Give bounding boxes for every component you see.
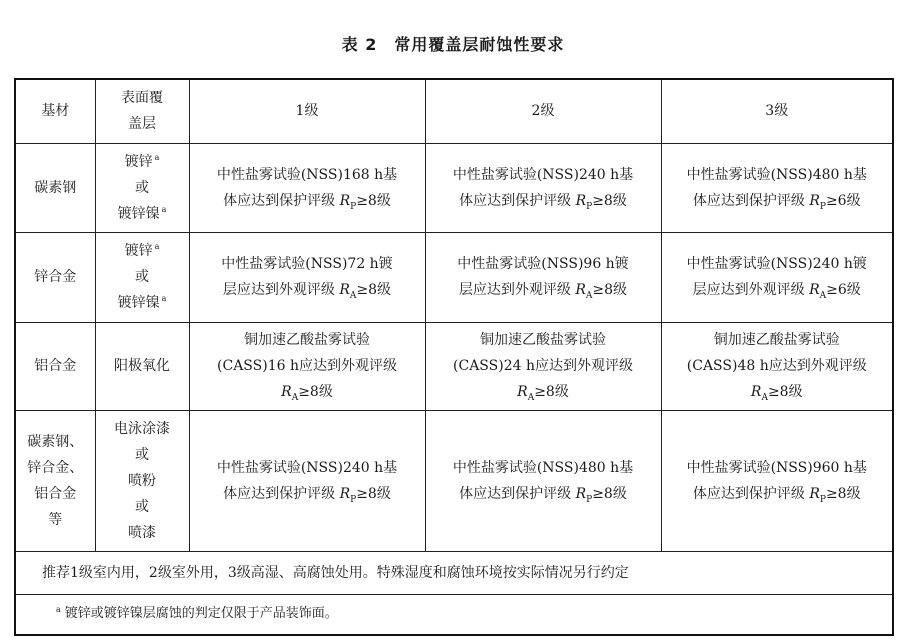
requirement-cell: 铜加速乙酸盐雾试验 (CASS)24 h应达到外观评级 $R_A\ge 8$级 [425, 322, 661, 410]
coating-cell: 镀锌 $^a$ 或 镀锌镍 $^a$ [95, 143, 189, 232]
header-level-1: 1级 [189, 79, 425, 143]
note-row [15, 551, 893, 594]
requirement-cell: 中性盐雾试验(NSS)240 h镀 层应达到外观评级 $R_A\ge 6$级 [661, 232, 893, 322]
table-footnote: $^a$ 镀锌或镀锌镍层腐蚀的判定仅限于产品装饰面。 [15, 594, 893, 635]
requirement-cell: 中性盐雾试验(NSS)960 h基 体应达到保护评级 $R_P\ge 8$级 [661, 410, 893, 551]
substrate-cell: 碳素钢、 锌合金、 铝合金 等 [15, 410, 95, 551]
header-substrate: 基材 [15, 79, 95, 143]
header-level-2: 2级 [425, 79, 661, 143]
coating-cell: 镀锌 $^a$ 或 镀锌镍 $^a$ [95, 232, 189, 322]
header-level-3: 3级 [661, 79, 893, 143]
table-row [15, 322, 893, 410]
substrate-cell: 锌合金 [15, 232, 95, 322]
table-row [15, 410, 893, 551]
substrate-cell: 碳素钢 [15, 143, 95, 232]
requirement-cell: 铜加速乙酸盐雾试验 (CASS)16 h应达到外观评级 $R_A\ge 8$级 [189, 322, 425, 410]
requirement-cell: 中性盐雾试验(NSS)480 h基 体应达到保护评级 $R_P\ge 6$级 [661, 143, 893, 232]
requirement-cell: 中性盐雾试验(NSS)72 h镀 层应达到外观评级 $R_A\ge 8$级 [189, 232, 425, 322]
header-row [15, 79, 893, 143]
substrate-cell: 铝合金 [15, 322, 95, 410]
coating-cell: 阳极氧化 [95, 322, 189, 410]
requirement-cell: 中性盐雾试验(NSS)480 h基 体应达到保护评级 $R_P\ge 8$级 [425, 410, 661, 551]
table-note: 推荐1级室内用，2级室外用，3级高湿、高腐蚀处用。特殊湿度和腐蚀环境按实际情况另行约定 [15, 551, 893, 594]
footnote-row [15, 594, 893, 635]
requirement-cell: 中性盐雾试验(NSS)240 h基 体应达到保护评级 $R_P\ge 8$级 [189, 410, 425, 551]
table-row [15, 143, 893, 232]
requirement-cell: 中性盐雾试验(NSS)96 h镀 层应达到外观评级 $R_A\ge 8$级 [425, 232, 661, 322]
corrosion-requirements-table [14, 78, 894, 636]
table-row [15, 232, 893, 322]
requirement-cell: 中性盐雾试验(NSS)168 h基 体应达到保护评级 $R_P\ge 8$级 [189, 143, 425, 232]
header-coating: 表面覆 盖层 [95, 79, 189, 143]
table-title: 表 2 常用覆盖层耐蚀性要求 [341, 35, 565, 54]
requirement-cell: 中性盐雾试验(NSS)240 h基 体应达到保护评级 $R_P\ge 8$级 [425, 143, 661, 232]
coating-cell: 电泳涂漆 或 喷粉 或 喷漆 [95, 410, 189, 551]
requirement-cell: 铜加速乙酸盐雾试验 (CASS)48 h应达到外观评级 $R_A\ge 8$级 [661, 322, 893, 410]
